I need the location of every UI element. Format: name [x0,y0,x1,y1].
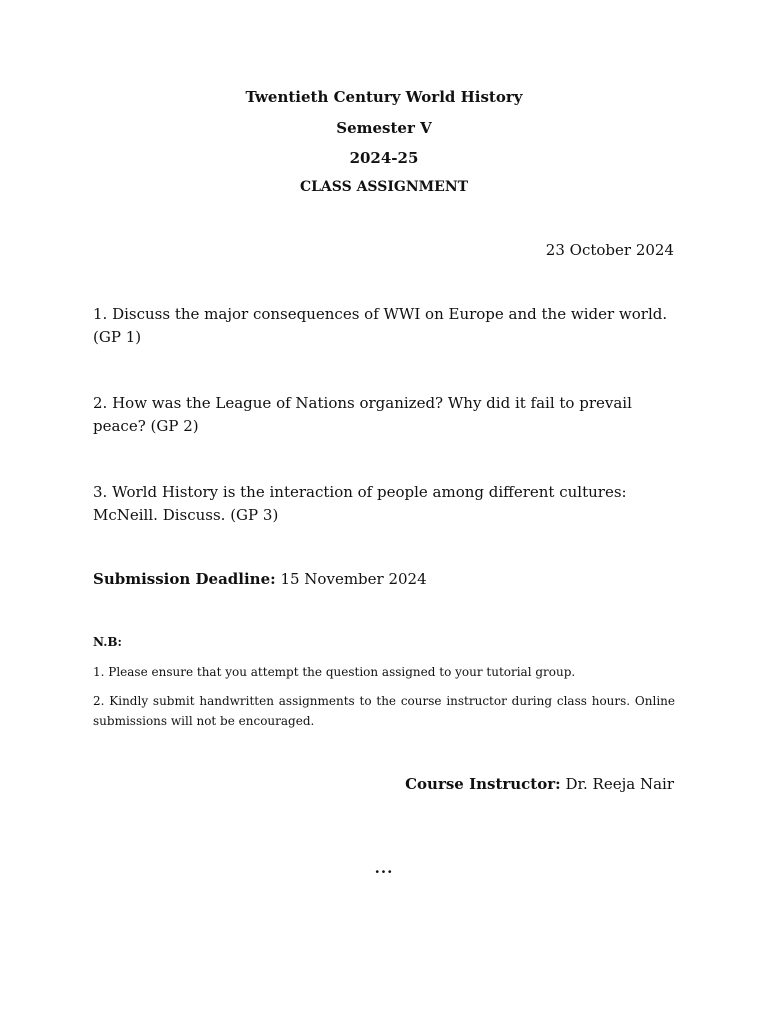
notes-title: N.B: [93,635,122,649]
question-3: 3. World History is the interaction of people among different cultures: McNeill. Discuss. (GP 3) [93,483,627,524]
question-1: 1. Discuss the major consequences of WWI on Europe and the wider world. (GP 1) [93,305,668,346]
submission-deadline [93,568,427,590]
deadline-label: Submission Deadline: [93,570,276,588]
instructor-name: Dr. Reeja Nair [565,775,674,793]
instructor-label: Course Instructor: [405,775,561,793]
assignment-date: 23 October 2024 [545,241,674,259]
academic-year: 2024-25 [349,149,419,167]
question-2: 2. How was the League of Nations organized? Why did it fail to prevail peace? (GP 2) [93,394,632,435]
note-item-1: 1. Please ensure that you attempt the question assigned to your tutorial group. [93,665,576,679]
semester-label: Semester V [336,119,432,137]
course-instructor [405,773,674,795]
course-title: Twentieth Century World History [245,88,523,106]
deadline-value: 15 November 2024 [280,570,427,588]
end-mark: ... [374,859,394,877]
note-item-2: 2. Kindly submit handwritten assignments to the course instructor during class hours. Online submissions will not be encouraged. [93,694,675,728]
assignment-type: CLASS ASSIGNMENT [299,179,469,195]
